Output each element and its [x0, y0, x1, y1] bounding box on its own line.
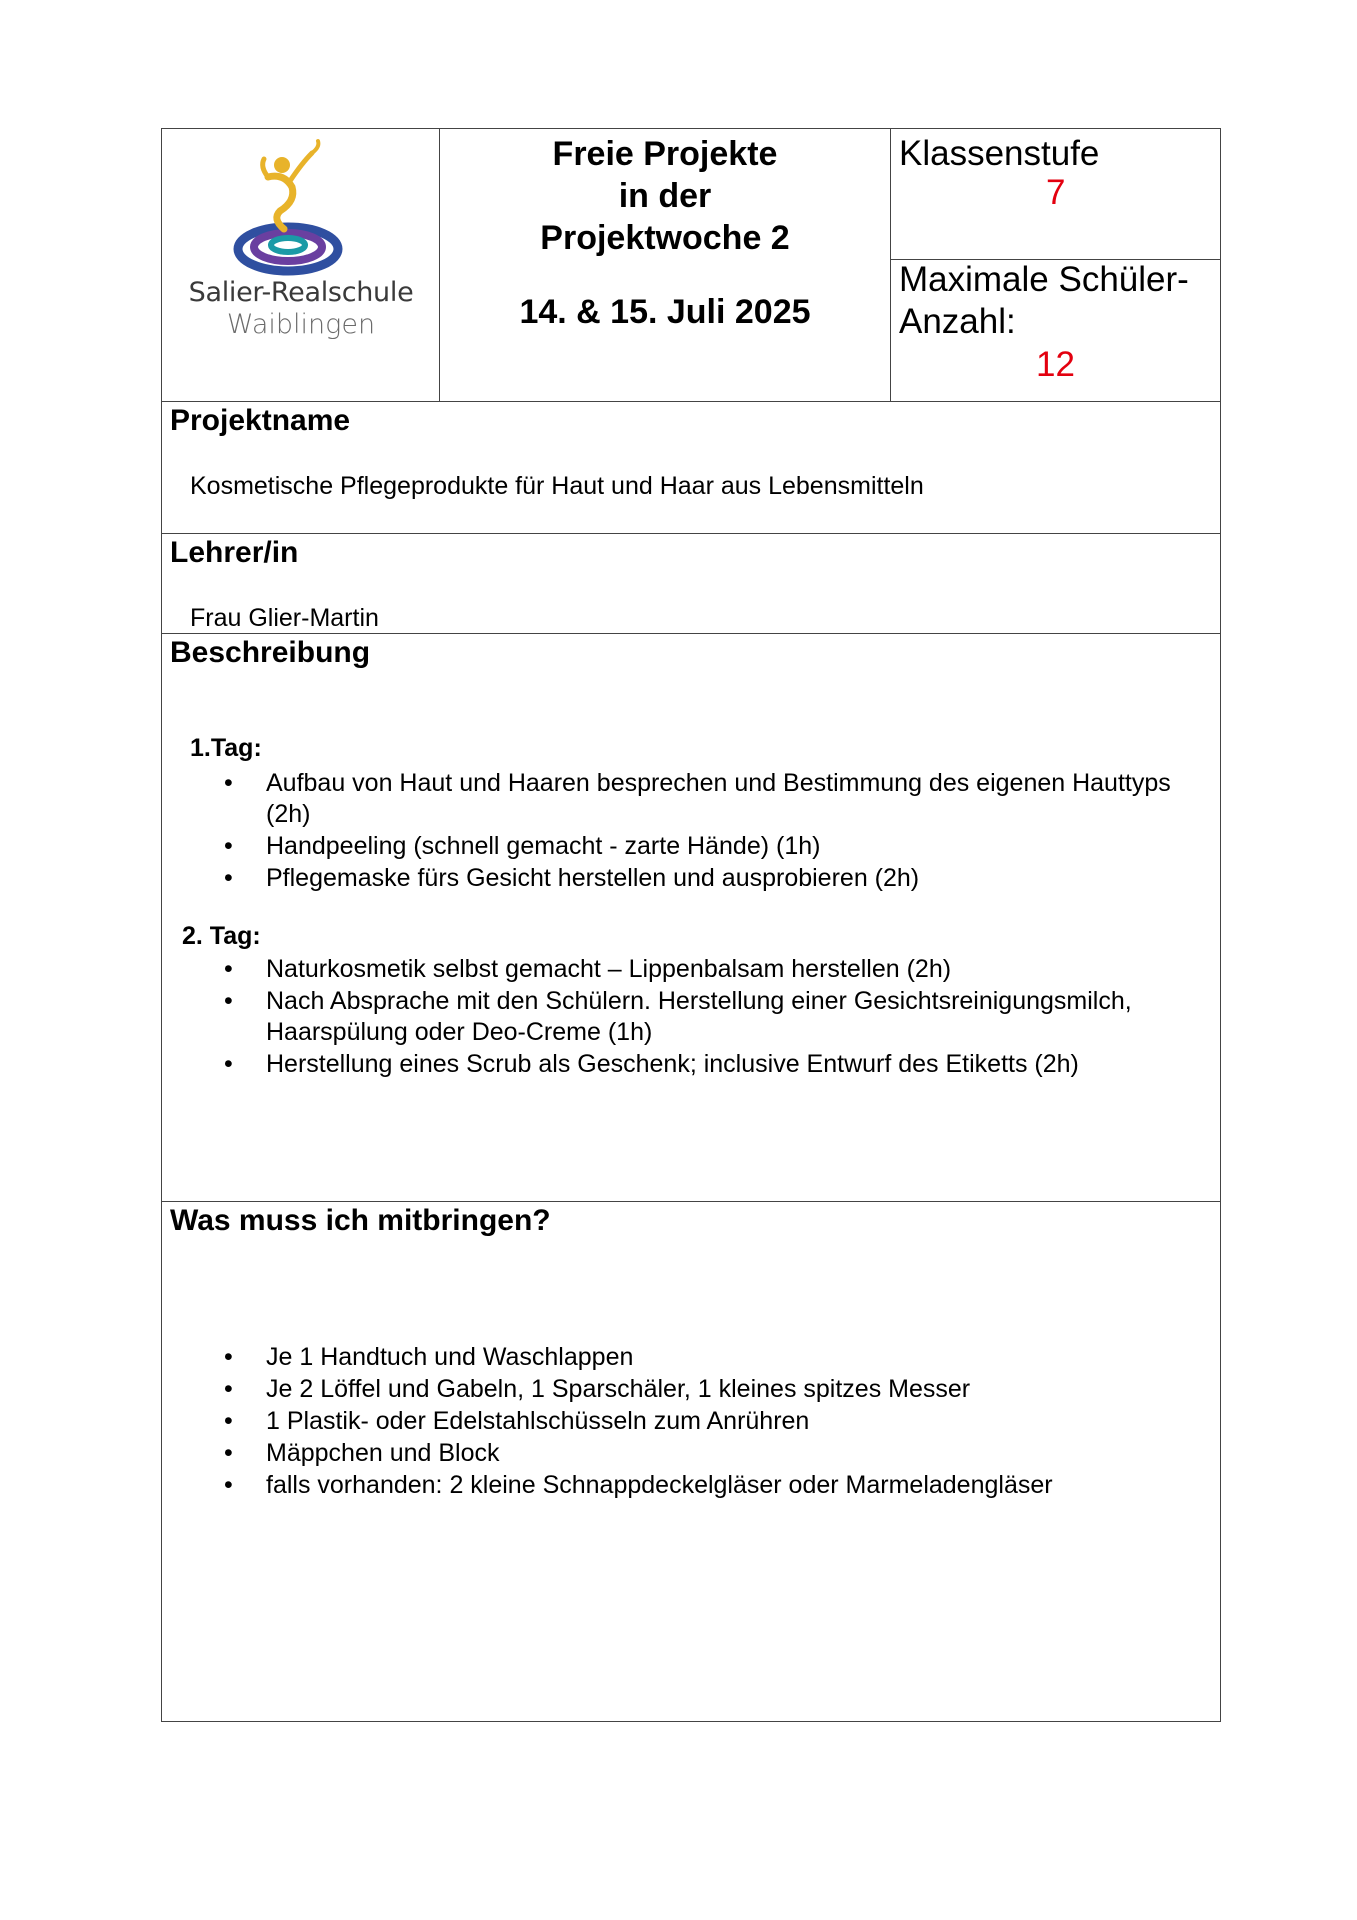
- bullet-icon: •: [224, 832, 233, 860]
- bullet-icon: •: [224, 1375, 233, 1403]
- day1-list: [162, 768, 1200, 895]
- bullet-icon: •: [224, 1439, 233, 1467]
- teacher-label: Lehrer/in: [170, 536, 299, 569]
- school-name: Salier-Realschule: [188, 277, 414, 308]
- bullet-icon: •: [224, 1343, 233, 1371]
- max-students-value: 12: [1036, 345, 1075, 384]
- bring-list: [162, 1342, 1200, 1502]
- title-line-2: in der: [618, 177, 712, 215]
- bullet-icon: •: [224, 1050, 233, 1078]
- bullet-icon: •: [224, 1471, 233, 1499]
- max-students-label-2: Anzahl:: [899, 302, 1016, 341]
- project-name-value: Kosmetische Pflegeprodukte für Haut und Haar aus Lebensmitteln: [190, 472, 924, 500]
- project-name-label: Projektname: [170, 404, 351, 437]
- bullet-icon: •: [224, 987, 233, 1015]
- description-row: [162, 634, 1220, 1202]
- max-students-box: [891, 259, 1220, 401]
- list-item: • Je 1 Handtuch und Waschlappen: [224, 1343, 634, 1371]
- teacher-row: [162, 534, 1220, 634]
- list-item: • Aufbau von Haut und Haaren besprechen und Bestimmung des eigenen Hauttyps (2h): [224, 769, 1171, 828]
- max-students-label-1: Maximale Schüler-: [899, 260, 1189, 299]
- school-emblem-icon: [172, 137, 430, 277]
- list-item: • Mäppchen und Block: [224, 1439, 500, 1467]
- description-label: Beschreibung: [170, 636, 371, 669]
- list-item: • Herstellung eines Scrub als Geschenk; inclusive Entwurf des Etiketts (2h): [224, 1050, 1079, 1078]
- list-item: • Pflegemaske fürs Gesicht herstellen und ausprobieren (2h): [224, 864, 920, 892]
- bring-row: [162, 1202, 1220, 1721]
- school-city: Waiblingen: [226, 309, 376, 340]
- title-cell: [440, 129, 891, 401]
- meta-cell: [891, 129, 1220, 401]
- title-line-1: Freie Projekte: [552, 135, 778, 173]
- list-item: • Nach Absprache mit den Schülern. Herstellung einer Gesichtsreinigungsmilch, Haarspülung oder Deo-Creme (1h): [224, 987, 1132, 1046]
- title-line-3: Projektwoche 2: [540, 219, 790, 257]
- project-name-row: [162, 402, 1220, 534]
- project-form: [161, 128, 1221, 1722]
- bullet-icon: •: [224, 864, 233, 892]
- grade-box: [891, 129, 1220, 260]
- school-logo: [172, 137, 430, 387]
- bring-label: Was muss ich mitbringen?: [170, 1204, 551, 1237]
- day2-list: [162, 954, 1200, 1081]
- list-item: • Naturkosmetik selbst gemacht – Lippenbalsam herstellen (2h): [224, 955, 952, 983]
- list-item: • falls vorhanden: 2 kleine Schnappdeckelgläser oder Marmeladengläser: [224, 1471, 1053, 1499]
- list-item: • Handpeeling (schnell gemacht - zarte Hände) (1h): [224, 832, 821, 860]
- grade-label: Klassenstufe: [899, 134, 1100, 173]
- list-item: • 1 Plastik- oder Edelstahlschüsseln zum Anrühren: [224, 1407, 810, 1435]
- list-item: • Je 2 Löffel und Gabeln, 1 Sparschäler, 1 kleines spitzes Messer: [224, 1375, 971, 1403]
- bullet-icon: •: [224, 1407, 233, 1435]
- project-date: 14. & 15. Juli 2025: [519, 293, 811, 331]
- page-title: [440, 133, 890, 259]
- bullet-icon: •: [224, 955, 233, 983]
- bullet-icon: •: [224, 769, 233, 797]
- day2-heading: 2. Tag:: [182, 922, 261, 950]
- grade-value: 7: [1046, 173, 1066, 212]
- day1-heading: 1.Tag:: [190, 734, 262, 762]
- header-row: [162, 129, 1220, 402]
- logo-cell: [162, 129, 440, 401]
- teacher-value: Frau Glier-Martin: [190, 604, 379, 632]
